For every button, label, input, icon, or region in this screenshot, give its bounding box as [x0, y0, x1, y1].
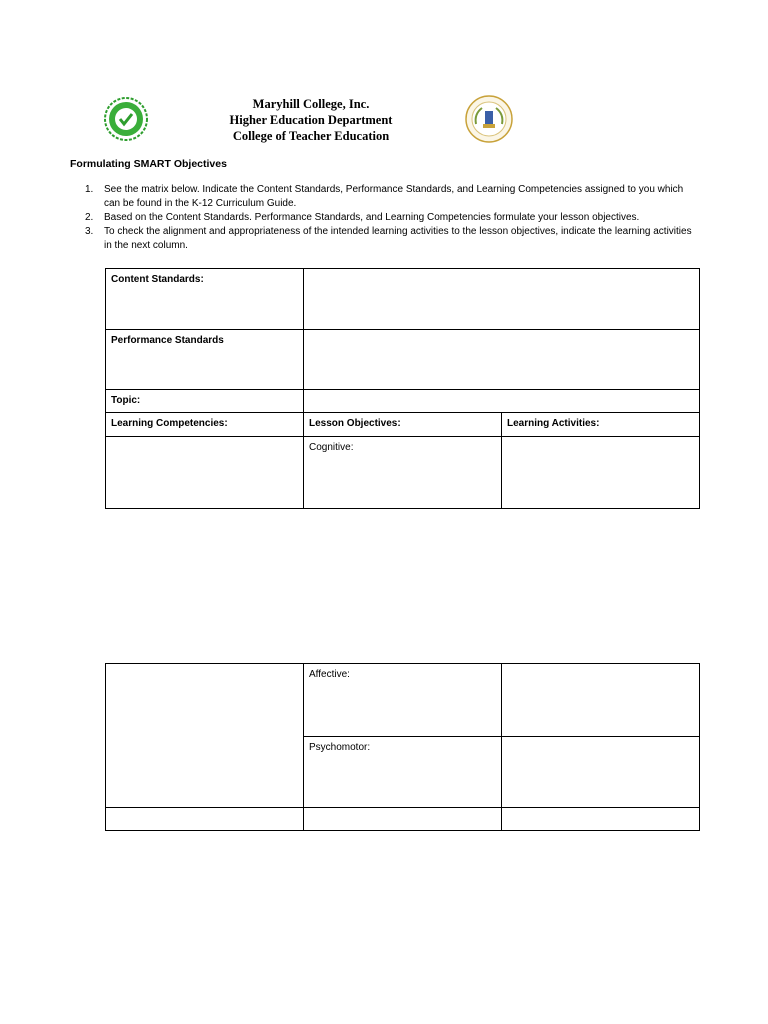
psychomotor-objective-cell[interactable] — [304, 737, 502, 808]
column-header — [502, 413, 700, 437]
table-row — [106, 437, 700, 509]
performance-standards-input-cell[interactable] — [304, 330, 700, 390]
table-row — [106, 330, 700, 390]
header-department: Higher Education Department — [229, 113, 393, 127]
empty-cell[interactable] — [106, 808, 304, 831]
content-standards-label: Content Standards: — [111, 274, 204, 285]
column-header — [106, 413, 304, 437]
topic-label-cell — [106, 390, 304, 413]
topic-label: Topic: — [111, 395, 141, 406]
institution-header — [200, 96, 422, 144]
content-standards-label-cell — [106, 269, 304, 330]
smart-objectives-matrix — [105, 268, 700, 509]
cognitive-objective-cell[interactable] — [304, 437, 502, 509]
cognitive-activities-input-cell[interactable] — [502, 437, 700, 509]
section-title: Formulating SMART Objectives — [70, 158, 227, 170]
performance-standards-label: Performance Standards — [111, 335, 224, 346]
topic-input-cell[interactable] — [304, 390, 700, 413]
learning-competencies-input-cell[interactable] — [106, 437, 304, 509]
list-item-text: Based on the Content Standards. Performance Standards, and Learning Competencies formulate your lesson objectives. — [104, 212, 640, 223]
list-item-text: See the matrix below. Indicate the Content Standards, Performance Standards, and Learning Competencies assigned to you which can be found in the K-12 Curriculum Guide. — [104, 184, 684, 209]
table-row — [106, 808, 700, 831]
maryhill-college-seal-icon — [104, 97, 148, 141]
affective-label: Affective: — [309, 669, 350, 680]
learning-competencies-input-cell[interactable] — [106, 664, 304, 808]
list-item-number: 2. — [85, 212, 94, 223]
list-item — [85, 211, 695, 225]
table-row — [106, 664, 700, 737]
list-item — [85, 225, 695, 253]
table-header-row — [106, 413, 700, 437]
learning-activities-header: Learning Activities: — [507, 418, 600, 429]
list-item-number: 1. — [85, 184, 94, 195]
college-of-teacher-education-seal-icon — [464, 94, 514, 144]
header-college-name: Maryhill College, Inc. — [252, 97, 370, 111]
psychomotor-label: Psychomotor: — [309, 742, 371, 753]
lesson-objectives-header: Lesson Objectives: — [309, 418, 401, 429]
cognitive-label: Cognitive: — [309, 442, 354, 453]
affective-objective-cell[interactable] — [304, 664, 502, 737]
table-row — [106, 390, 700, 413]
smart-objectives-matrix-continued — [105, 663, 700, 831]
empty-cell[interactable] — [304, 808, 502, 831]
empty-cell[interactable] — [502, 808, 700, 831]
column-header — [304, 413, 502, 437]
learning-competencies-header: Learning Competencies: — [111, 418, 228, 429]
table-row — [106, 269, 700, 330]
content-standards-input-cell[interactable] — [304, 269, 700, 330]
list-item-text: To check the alignment and appropriateness of the intended learning activities to the lesson objectives, indicate the learning activities in the next column. — [104, 226, 692, 251]
performance-standards-label-cell — [106, 330, 304, 390]
list-item — [85, 183, 695, 211]
instructions-list — [85, 183, 695, 253]
psychomotor-activities-input-cell[interactable] — [502, 737, 700, 808]
affective-activities-input-cell[interactable] — [502, 664, 700, 737]
list-item-number: 3. — [85, 226, 94, 237]
header-college-unit: College of Teacher Education — [232, 129, 390, 143]
